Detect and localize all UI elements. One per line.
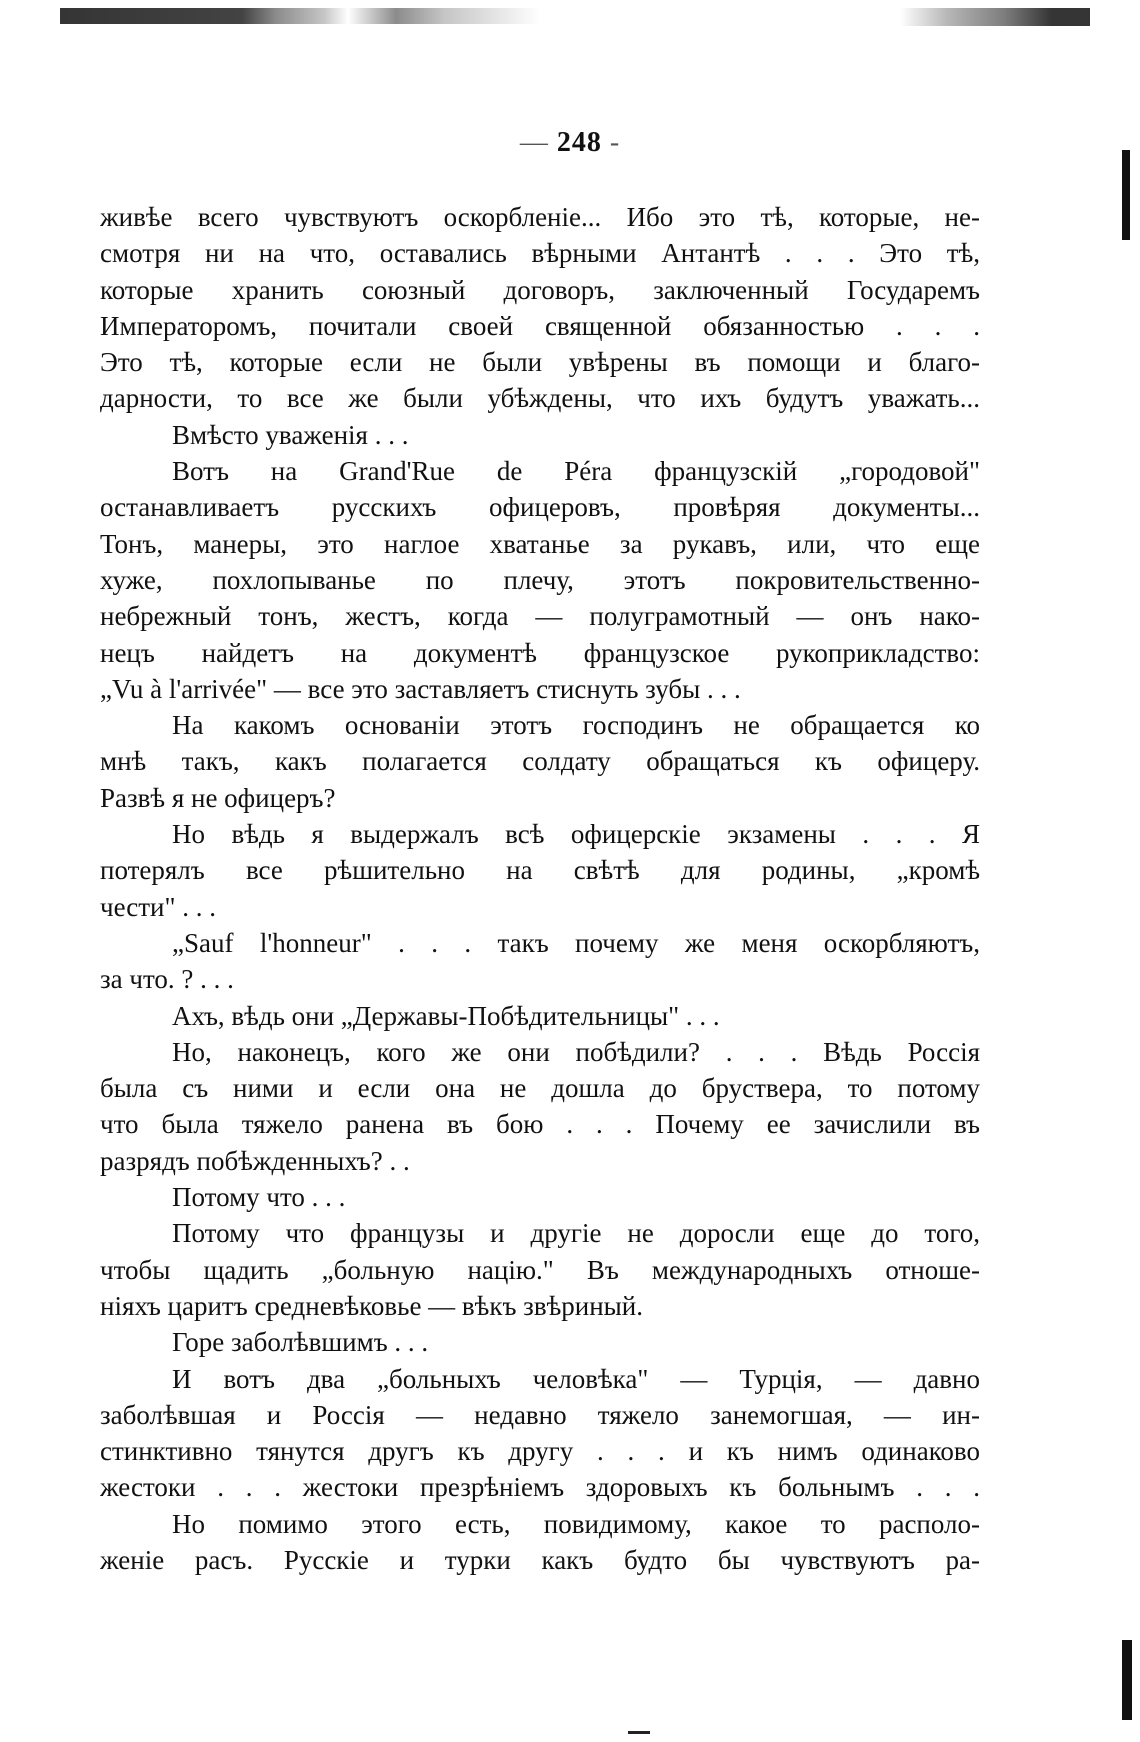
text-line: заболѣвшая и Россія — недавно тяжело занемогшая, — ин-: [100, 1399, 980, 1430]
text-line: нецъ найдетъ на документѣ французское рукоприкладство:: [100, 637, 980, 668]
text-line: Императоромъ, почитали своей священной обязанностью . . .: [100, 310, 980, 341]
text-line: Это тѣ, которые если не были увѣрены въ помощи и благо-: [100, 347, 980, 378]
page-number: 248: [556, 127, 602, 158]
text-line: Потому что . . .: [172, 1182, 346, 1213]
text-line: На какомъ основаніи этотъ господинъ не обращается ко: [172, 710, 980, 741]
text-line: Тонъ, манеры, это наглое хватанье за рукавъ, или, что еще: [100, 528, 980, 559]
text-line: мнѣ такъ, какъ полагается солдату обращаться къ офицеру.: [100, 746, 980, 777]
body-text: [100, 199, 980, 1578]
page-number-dash-right: -: [601, 127, 621, 158]
scan-artifact-top-right: [900, 8, 1090, 26]
text-line: Горе заболѣвшимъ . . .: [172, 1327, 429, 1358]
text-line: стинктивно тянутся другъ къ другу . . . и къ нимъ одинаково: [100, 1436, 980, 1467]
scan-artifact-right-edge-bottom: [1122, 1640, 1132, 1720]
scan-artifact-right-edge: [1122, 150, 1130, 240]
text-line: которые хранить союзный договоръ, заключенный Государемъ: [100, 274, 980, 305]
page-number-header: [0, 127, 1140, 159]
text-line: чтобы щадить „больную націю." Въ международныхъ отноше-: [100, 1254, 980, 1285]
text-line: женіе расъ. Русскіе и турки какъ будто бы чувствуютъ ра-: [100, 1544, 980, 1575]
text-line: „Vu à l'arrivée" — все это заставляетъ стиснуть зубы . . .: [100, 673, 741, 704]
text-line: Но помимо этого есть, повидимому, какое то располо-: [172, 1508, 980, 1539]
text-line: Потому что французы и другіе не доросли еще до того,: [172, 1218, 980, 1249]
text-line: останавливаетъ русскихъ офицеровъ, провѣряя документы...: [100, 492, 980, 523]
text-line: Вмѣсто уваженія . . .: [172, 419, 409, 450]
text-line: живѣе всего чувствуютъ оскорбленіе... Ибо это тѣ, которые, не-: [100, 202, 980, 232]
text-line: Ахъ, вѣдь они „Державы-Побѣдительницы" . . .: [172, 1000, 720, 1031]
text-line: за что. ? . . .: [100, 964, 234, 995]
text-line: потерялъ все рѣшительно на свѣтѣ для родины, „кромѣ: [100, 855, 980, 886]
text-line: Но вѣдь я выдержалъ всѣ офицерскіе экзамены . . . Я: [172, 819, 980, 850]
text-line: смотря ни на что, оставались вѣрными Антантѣ . . . Это тѣ,: [100, 238, 980, 269]
text-line: разрядъ побѣжденныхъ? . .: [100, 1145, 410, 1176]
scan-artifact-top-left: [60, 8, 540, 24]
text-line: ніяхъ царитъ средневѣковье — вѣкъ звѣриный.: [100, 1290, 643, 1321]
text-line: хуже, похлопыванье по плечу, этотъ покровительственно-: [100, 564, 980, 595]
text-line: Но, наконецъ, кого же они побѣдили? . . . Вѣдь Россія: [172, 1036, 980, 1067]
text-line: жестоки . . . жестоки презрѣніемъ здоровыхъ къ больнымъ . . .: [100, 1472, 980, 1503]
text-line: была съ ними и если она не дошла до бруствера, то потому: [100, 1073, 980, 1104]
page-number-dash-left: —: [519, 127, 557, 158]
text-line: небрежный тонъ, жестъ, когда — полуграмотный — онъ нако-: [100, 601, 980, 632]
text-line: Развѣ я не офицеръ?: [100, 782, 336, 813]
text-line: И вотъ два „больныхъ человѣка" — Турція, — давно: [172, 1363, 980, 1394]
scan-artifact-bottom-mark: [628, 1731, 650, 1734]
text-line: дарности, то все же были убѣждены, что ихъ будутъ уважать...: [100, 383, 980, 414]
text-line: Вотъ на Grand'Rue de Péra французскій „городовой": [172, 456, 980, 487]
text-line: „Sauf l'honneur" . . . такъ почему же меня оскорбляютъ,: [172, 927, 980, 958]
text-line: что была тяжело ранена въ бою . . . Почему ее зачислили въ: [100, 1109, 980, 1140]
text-line: чести" . . .: [100, 891, 216, 922]
